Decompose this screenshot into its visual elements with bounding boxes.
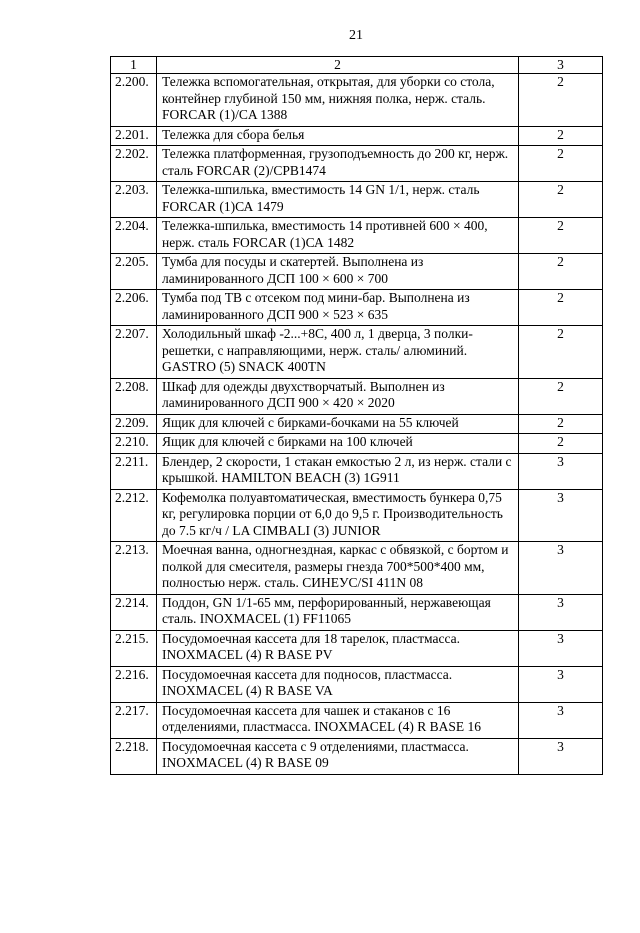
row-quantity: 2 xyxy=(519,434,603,454)
row-quantity: 2 xyxy=(519,146,603,182)
row-item-number: 2.204. xyxy=(111,218,157,254)
row-item-number: 2.205. xyxy=(111,254,157,290)
row-item-number: 2.216. xyxy=(111,666,157,702)
row-quantity: 3 xyxy=(519,738,603,774)
row-quantity: 2 xyxy=(519,182,603,218)
table-row xyxy=(111,434,603,454)
row-item-number: 2.203. xyxy=(111,182,157,218)
row-description: Тележка платформенная, грузоподъемность до 200 кг, нерж. сталь FORCAR (2)/СРВ1474 xyxy=(157,146,519,182)
row-quantity: 2 xyxy=(519,326,603,379)
row-item-number: 2.212. xyxy=(111,489,157,542)
row-item-number: 2.209. xyxy=(111,414,157,434)
row-item-number: 2.213. xyxy=(111,542,157,595)
row-description: Посудомоечная кассета для чашек и стаканов с 16 отделениями, пластмасса. INOXMACEL (4) R BASE 16 xyxy=(157,702,519,738)
row-description: Холодильный шкаф -2...+8С, 400 л, 1 дверца, 3 полки-решетки, с направляющими, нерж. сталь/ алюминий. GASTRO (5) SNACK 400TN xyxy=(157,326,519,379)
row-quantity: 3 xyxy=(519,594,603,630)
row-quantity: 3 xyxy=(519,453,603,489)
table-body xyxy=(111,74,603,775)
row-item-number: 2.218. xyxy=(111,738,157,774)
table-row xyxy=(111,182,603,218)
row-description: Тележка-шпилька, вместимость 14 GN 1/1, нерж. сталь FORCAR (1)СА 1479 xyxy=(157,182,519,218)
row-quantity: 2 xyxy=(519,126,603,146)
row-item-number: 2.210. xyxy=(111,434,157,454)
row-item-number: 2.200. xyxy=(111,74,157,127)
row-quantity: 2 xyxy=(519,74,603,127)
row-description: Ящик для ключей с бирками-бочками на 55 ключей xyxy=(157,414,519,434)
row-description: Тумба под ТВ с отсеком под мини-бар. Выполнена из ламинированного ДСП 900 × 523 × 635 xyxy=(157,290,519,326)
table-row xyxy=(111,489,603,542)
row-item-number: 2.214. xyxy=(111,594,157,630)
row-description: Тележка вспомогательная, открытая, для уборки со стола, контейнер глубиной 150 мм, нижняя полка, нерж. сталь. FORCAR (1)/CA 1388 xyxy=(157,74,519,127)
table-row xyxy=(111,290,603,326)
document-page xyxy=(0,28,640,775)
row-description: Тележка для сбора белья xyxy=(157,126,519,146)
table-row xyxy=(111,702,603,738)
row-description: Посудомоечная кассета с 9 отделениями, пластмасса. INOXMACEL (4) R BASE 09 xyxy=(157,738,519,774)
row-quantity: 3 xyxy=(519,630,603,666)
table-row xyxy=(111,630,603,666)
row-quantity: 3 xyxy=(519,542,603,595)
row-item-number: 2.211. xyxy=(111,453,157,489)
table-row xyxy=(111,666,603,702)
row-quantity: 3 xyxy=(519,489,603,542)
row-description: Тумба для посуды и скатертей. Выполнена из ламинированного ДСП 100 × 600 × 700 xyxy=(157,254,519,290)
row-description: Шкаф для одежды двухстворчатый. Выполнен из ламинированного ДСП 900 × 420 × 2020 xyxy=(157,378,519,414)
row-item-number: 2.215. xyxy=(111,630,157,666)
table-row xyxy=(111,594,603,630)
row-quantity: 2 xyxy=(519,218,603,254)
table-row xyxy=(111,218,603,254)
table-row xyxy=(111,453,603,489)
header-col-description: 2 xyxy=(157,57,519,74)
table-row xyxy=(111,74,603,127)
table-row xyxy=(111,126,603,146)
row-item-number: 2.207. xyxy=(111,326,157,379)
row-item-number: 2.201. xyxy=(111,126,157,146)
row-description: Блендер, 2 скорости, 1 стакан емкостью 2 л, из нерж. стали с крышкой. HAMILTON BEACH (3) 1G911 xyxy=(157,453,519,489)
table-row xyxy=(111,542,603,595)
equipment-table xyxy=(110,56,603,775)
page-number: 21 xyxy=(349,28,363,43)
row-quantity: 3 xyxy=(519,666,603,702)
row-item-number: 2.206. xyxy=(111,290,157,326)
row-description: Ящик для ключей с бирками на 100 ключей xyxy=(157,434,519,454)
row-description: Моечная ванна, одногнездная, каркас с обвязкой, с бортом и полкой для смесителя, размеры гнезда 700*500*400 мм, полностью нерж. сталь. СИНЕУС/SI 411N 08 xyxy=(157,542,519,595)
row-item-number: 2.202. xyxy=(111,146,157,182)
row-description: Посудомоечная кассета для 18 тарелок, пластмасса. INOXMACEL (4) R BASE PV xyxy=(157,630,519,666)
row-description: Посудомоечная кассета для подносов, пластмасса. INOXMACEL (4) R BASE VA xyxy=(157,666,519,702)
row-item-number: 2.208. xyxy=(111,378,157,414)
table-row xyxy=(111,378,603,414)
table-row xyxy=(111,414,603,434)
header-col-quantity: 3 xyxy=(519,57,603,74)
table-row xyxy=(111,326,603,379)
table-row xyxy=(111,146,603,182)
row-quantity: 2 xyxy=(519,290,603,326)
row-quantity: 3 xyxy=(519,702,603,738)
row-quantity: 2 xyxy=(519,378,603,414)
row-item-number: 2.217. xyxy=(111,702,157,738)
row-description: Тележка-шпилька, вместимость 14 противней 600 × 400, нерж. сталь FORCAR (1)СА 1482 xyxy=(157,218,519,254)
row-description: Кофемолка полуавтоматическая, вместимость бункера 0,75 кг, регулировка порции от 6,0 до 9,5 г. Производительность до 7.5 кг/ч / LA CIMBALI (3) JUNIOR xyxy=(157,489,519,542)
header-col-number: 1 xyxy=(111,57,157,74)
table-header-row xyxy=(111,57,603,74)
table-row xyxy=(111,738,603,774)
table-row xyxy=(111,254,603,290)
row-description: Поддон, GN 1/1-65 мм, перфорированный, нержавеющая сталь. INOXMACEL (1) FF11065 xyxy=(157,594,519,630)
row-quantity: 2 xyxy=(519,254,603,290)
row-quantity: 2 xyxy=(519,414,603,434)
